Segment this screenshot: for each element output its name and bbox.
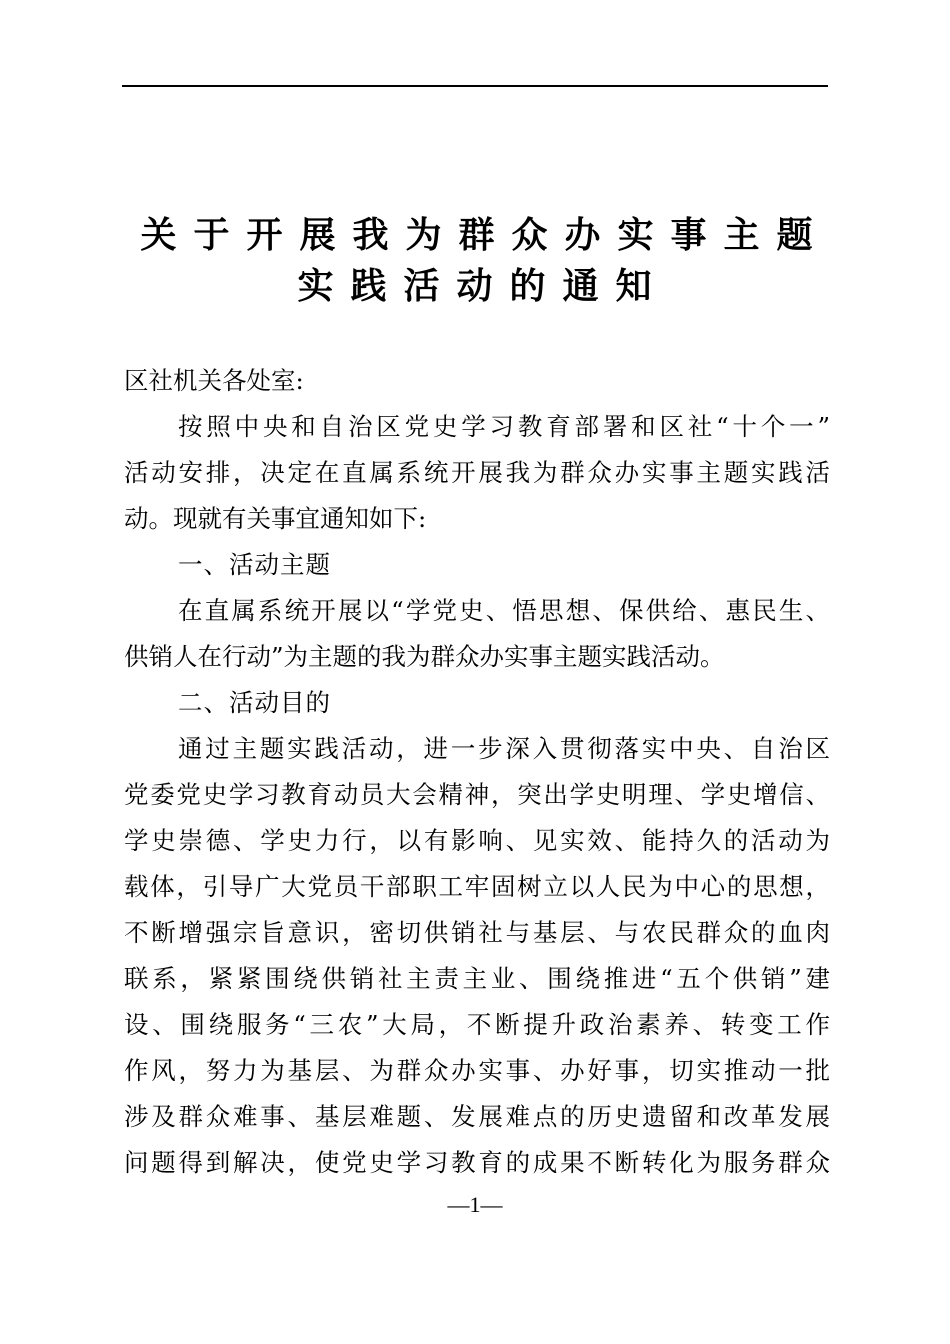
section-2-line: 不断增强宗旨意识，密切供销社与基层、与农民群众的血肉 (124, 918, 830, 947)
document-title-line-2: 实践活动的通知 (297, 266, 669, 307)
header-rule (122, 85, 828, 87)
section-2-heading: 二、活动目的 (178, 688, 331, 717)
document-title-line-1: 关于开展我为群众办实事主题 (140, 215, 830, 256)
section-2-line: 问题得到解决，使党史学习教育的成果不断转化为服务群众 (124, 1148, 830, 1177)
section-2-line: 涉及群众难事、基层难题、发展难点的历史遗留和改革发展 (124, 1102, 830, 1131)
section-2-line: 作风，努力为基层、为群众办实事、办好事，切实推动一批 (124, 1056, 830, 1085)
intro-line: 按照中央和自治区党史学习教育部署和区社“十个一” (178, 412, 830, 441)
intro-line: 活动安排，决定在直属系统开展我为群众办实事主题实践活 (124, 458, 830, 487)
section-2-line: 党委党史学习教育动员大会精神，突出学史明理、学史增信、 (124, 780, 830, 809)
section-2-line: 设、围绕服务“三农”大局，不断提升政治素养、转变工作 (124, 1010, 830, 1039)
section-2-line: 联系，紧紧围绕供销社主责主业、围绕推进“五个供销”建 (124, 964, 830, 993)
intro-line: 动。现就有关事宜通知如下: (124, 504, 427, 533)
page-number: —1— (447, 1192, 503, 1217)
salutation: 区社机关各处室: (124, 366, 304, 395)
section-1-line: 供销人在行动”为主题的我为群众办实事主题实践活动。 (124, 642, 725, 671)
section-1-line: 在直属系统开展以“学党史、悟思想、保供给、惠民生、 (178, 596, 830, 625)
section-2-line: 载体，引导广大党员干部职工牢固树立以人民为中心的思想， (124, 872, 830, 901)
section-2-line: 通过主题实践活动，进一步深入贯彻落实中央、自治区 (178, 734, 830, 763)
section-1-heading: 一、活动主题 (178, 550, 331, 579)
section-2-line: 学史崇德、学史力行，以有影响、见实效、能持久的活动为 (124, 826, 830, 855)
